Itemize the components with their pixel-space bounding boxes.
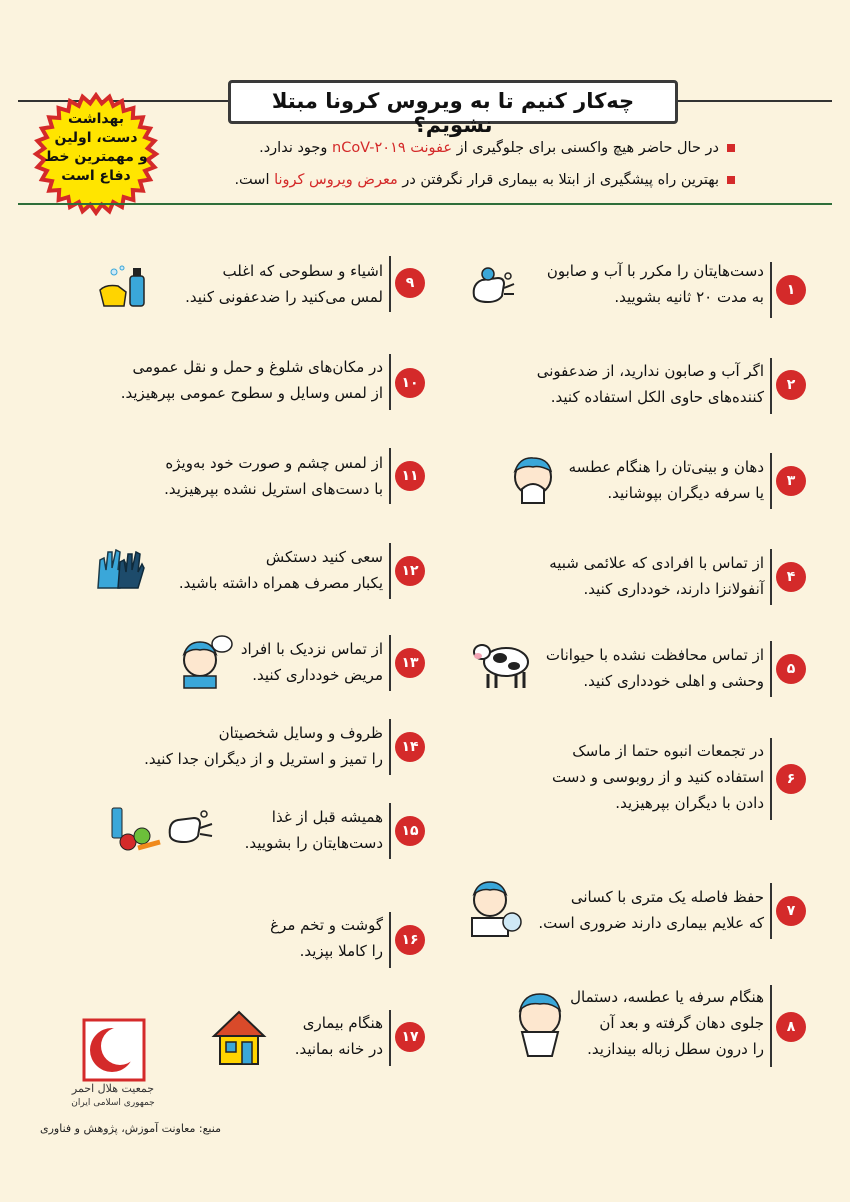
- tip-number: ۱۶: [395, 925, 425, 955]
- page-title: چه‌کار کنیم تا به ویروس کرونا مبتلا نشویم؟: [271, 89, 635, 137]
- sick-thinking-icon: [178, 634, 234, 690]
- cover-face-icon: [510, 455, 556, 505]
- tip-divider: [389, 354, 391, 410]
- tissue-sneeze-icon: [512, 992, 568, 1058]
- tip-text: اگر آب و صابون ندارید، از ضدعفونی کننده‌های حاوی الکل استفاده کنید.: [536, 362, 764, 406]
- sick-person-icon: [468, 878, 524, 938]
- tip-text: ظروف و وسایل شخصیتان را تمیز و استریل و از دیگران جدا کنید.: [144, 724, 383, 768]
- tip-text: از تماس محافظت نشده با حیوانات وحشی و اهلی خودداری کنید.: [545, 646, 764, 690]
- house-icon: [210, 1008, 268, 1066]
- badge-line-3: و مهمترین خط: [44, 149, 148, 165]
- source-note: منبع: معاونت آموزش، پژوهش و فناوری: [40, 1122, 221, 1135]
- bullet-icon: [727, 176, 735, 184]
- intro-line-2: [234, 172, 735, 188]
- hand-washing-icon: [468, 266, 516, 306]
- intro-1-highlight: عفونت nCoV-۲۰۱۹: [332, 140, 453, 156]
- tip-divider: [389, 912, 391, 968]
- intro-2-post: است.: [234, 172, 275, 188]
- tip-text: سعی کنید دستکش یکبار مصرف همراه داشته باشید.: [178, 548, 383, 592]
- tip-divider: [770, 883, 772, 939]
- disinfect-spray-icon: [96, 262, 152, 314]
- tip-divider: [389, 543, 391, 599]
- intro-line-1: [259, 140, 735, 156]
- tip-divider: [389, 803, 391, 859]
- tip-text: دست‌هایتان را مکرر با آب و صابون به مدت ۲۰ ثانیه بشویید.: [546, 262, 764, 306]
- tip-number: ۱۵: [395, 816, 425, 846]
- tip-divider: [389, 1010, 391, 1066]
- section-divider: [18, 203, 832, 205]
- tip-divider: [770, 641, 772, 697]
- cow-icon: [472, 636, 534, 690]
- organization-name: جمعیت هلال احمر: [71, 1082, 155, 1095]
- tip-text: همیشه قبل از غذا دست‌هایتان را بشویید.: [244, 808, 383, 852]
- tip-number: ۱: [776, 275, 806, 305]
- tip-text: گوشت و تخم مرغ را کاملا بپزید.: [270, 916, 383, 960]
- tip-divider: [770, 738, 772, 820]
- tip-text: از لمس چشم و صورت خود به‌ویژه با دست‌های استریل نشده بپرهیزید.: [164, 454, 383, 498]
- badge-line-4: دفاع است: [61, 168, 131, 184]
- tip-number: ۸: [776, 1012, 806, 1042]
- tip-divider: [770, 358, 772, 414]
- tip-text: در تجمعات انبوه حتما از ماسک استفاده کنید و از روبوسی و دست دادن با دیگران بپرهیزید.: [552, 742, 764, 812]
- tip-divider: [770, 262, 772, 318]
- tip-divider: [389, 256, 391, 312]
- red-crescent-logo-icon: [78, 1018, 150, 1082]
- tip-text: دهان و بینی‌تان را هنگام عطسه یا سرفه دیگران بپوشانید.: [568, 458, 764, 502]
- tip-divider: [770, 453, 772, 509]
- intro-2-pre: بهترین راه پیشگیری از ابتلا به بیماری قرار نگرفتن در: [397, 172, 719, 188]
- badge-text: [25, 110, 167, 186]
- tip-text: اشیاء و سطوحی که اغلب لمس می‌کنید را ضدعفونی کنید.: [185, 262, 383, 306]
- tip-number: ۱۷: [395, 1022, 425, 1052]
- tip-divider: [770, 985, 772, 1067]
- tip-number: ۱۰: [395, 368, 425, 398]
- tip-text: حفظ فاصله یک متری با کسانی که علایم بیماری دارند ضروری است.: [538, 888, 764, 932]
- tip-number: ۴: [776, 562, 806, 592]
- food-icon: [108, 802, 218, 854]
- tip-text: هنگام بیماری در خانه بمانید.: [294, 1014, 383, 1058]
- badge-line-2: دست، اولین: [54, 130, 138, 146]
- tip-text: هنگام سرفه یا عطسه، دستمال جلوی دهان گرفته و بعد آن را درون سطل زباله بیندازید.: [570, 988, 764, 1058]
- intro-1-pre: در حال حاضر هیچ واکسنی برای جلوگیری از: [452, 140, 719, 156]
- tip-divider: [389, 448, 391, 504]
- intro-2-highlight: معرض ویروس کرونا: [274, 172, 398, 188]
- tip-number: ۱۱: [395, 461, 425, 491]
- title-line-right: [676, 100, 832, 102]
- tip-number: ۱۴: [395, 732, 425, 762]
- tip-divider: [770, 549, 772, 605]
- intro-1-post: وجود ندارد.: [259, 140, 332, 156]
- tip-number: ۶: [776, 764, 806, 794]
- tip-text: از تماس با افرادی که علائمی شبیه آنفولانزا دارند، خودداری کنید.: [549, 554, 764, 598]
- tip-number: ۱۲: [395, 556, 425, 586]
- organization-subtitle: جمهوری اسلامی ایران: [71, 1098, 155, 1108]
- title-box: [228, 80, 678, 137]
- tip-number: ۲: [776, 370, 806, 400]
- tip-number: ۷: [776, 896, 806, 926]
- gloves-icon: [94, 544, 146, 592]
- tip-divider: [389, 635, 391, 691]
- tip-number: ۹: [395, 268, 425, 298]
- tip-number: ۳: [776, 466, 806, 496]
- tip-text: از تماس نزدیک با افراد مریض خودداری کنید.: [240, 640, 383, 684]
- tip-divider: [389, 719, 391, 775]
- bullet-icon: [727, 144, 735, 152]
- badge-line-1: بهداشت: [68, 111, 124, 127]
- tip-number: ۱۳: [395, 648, 425, 678]
- tip-text: در مکان‌های شلوغ و حمل و نقل عمومی از لمس وسایل و سطوح عمومی بپرهیزید.: [120, 358, 383, 402]
- tip-number: ۵: [776, 654, 806, 684]
